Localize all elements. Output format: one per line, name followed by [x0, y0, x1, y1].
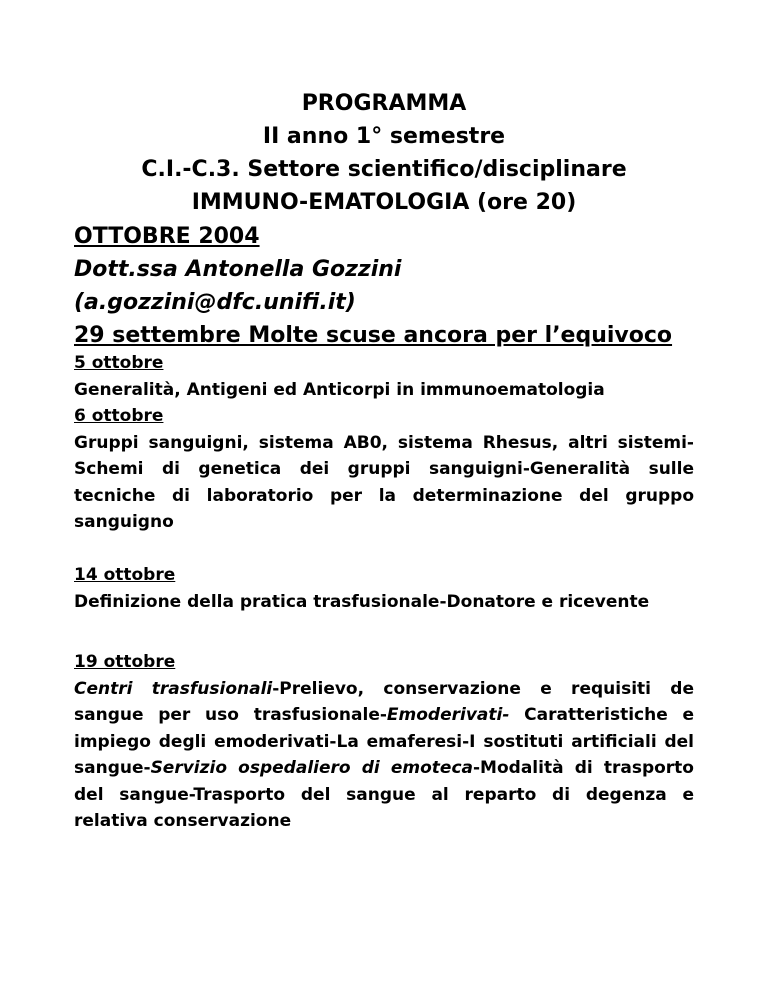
lesson-4	[74, 649, 694, 835]
topic-text: -Modalità di trasporto del sangue-Trasporto del sangue al reparto di degenza e relativa conservazione	[74, 758, 694, 831]
topic-text: -Prelievo, conservazione e requisiti de sangue per uso trasfusionale-	[74, 678, 694, 725]
lesson-date: 6 ottobre	[74, 406, 164, 426]
year-semester: II anno 1° semestre	[262, 124, 506, 149]
program-title: PROGRAMMA	[301, 91, 467, 116]
topic-italic: Emoderivati-	[386, 705, 510, 725]
lesson-topic: Definizione della pratica trasfusionale-Donatore e ricevente	[74, 591, 650, 612]
course-name: IMMUNO-EMATOLOGIA (ore 20)	[191, 190, 577, 215]
topic-text: Caratteristiche e impiego degli emoderivati-La emaferesi-I sostituti artificiali del sangue-	[74, 705, 695, 778]
lesson-1	[74, 350, 694, 403]
month-heading: OTTOBRE 2004	[74, 224, 260, 249]
lesson-date: 5 ottobre	[74, 353, 164, 373]
teacher-email: (a.gozzini@dfc.unifi.it)	[74, 290, 356, 315]
course-sector: C.I.-C.3. Settore scientifico/disciplinare	[141, 157, 627, 182]
lesson-date: 19 ottobre	[74, 652, 176, 672]
lesson-3	[74, 562, 694, 615]
topic-italic: Centri trasfusionali	[74, 678, 273, 699]
lesson-date: 14 ottobre	[74, 565, 176, 585]
document-header	[74, 87, 694, 219]
lesson-2	[74, 403, 694, 536]
teacher-name: Dott.ssa Antonella Gozzini	[74, 257, 402, 282]
lesson-topic	[74, 676, 694, 835]
topic-italic: Servizio ospedaliero di emoteca	[150, 758, 473, 778]
lesson-topic: Generalità, Antigeni ed Anticorpi in immunoematologia	[74, 379, 605, 400]
apology-note: 29 settembre Molte scuse ancora per l’equivoco	[74, 323, 673, 348]
lesson-topic: Gruppi sanguigni, sistema AB0, sistema Rhesus, altri sistemi-Schemi di genetica dei gruppi sanguigni-Generalità sulle tecniche di laboratorio per la determinazione del gruppo sanguigno	[74, 432, 694, 532]
